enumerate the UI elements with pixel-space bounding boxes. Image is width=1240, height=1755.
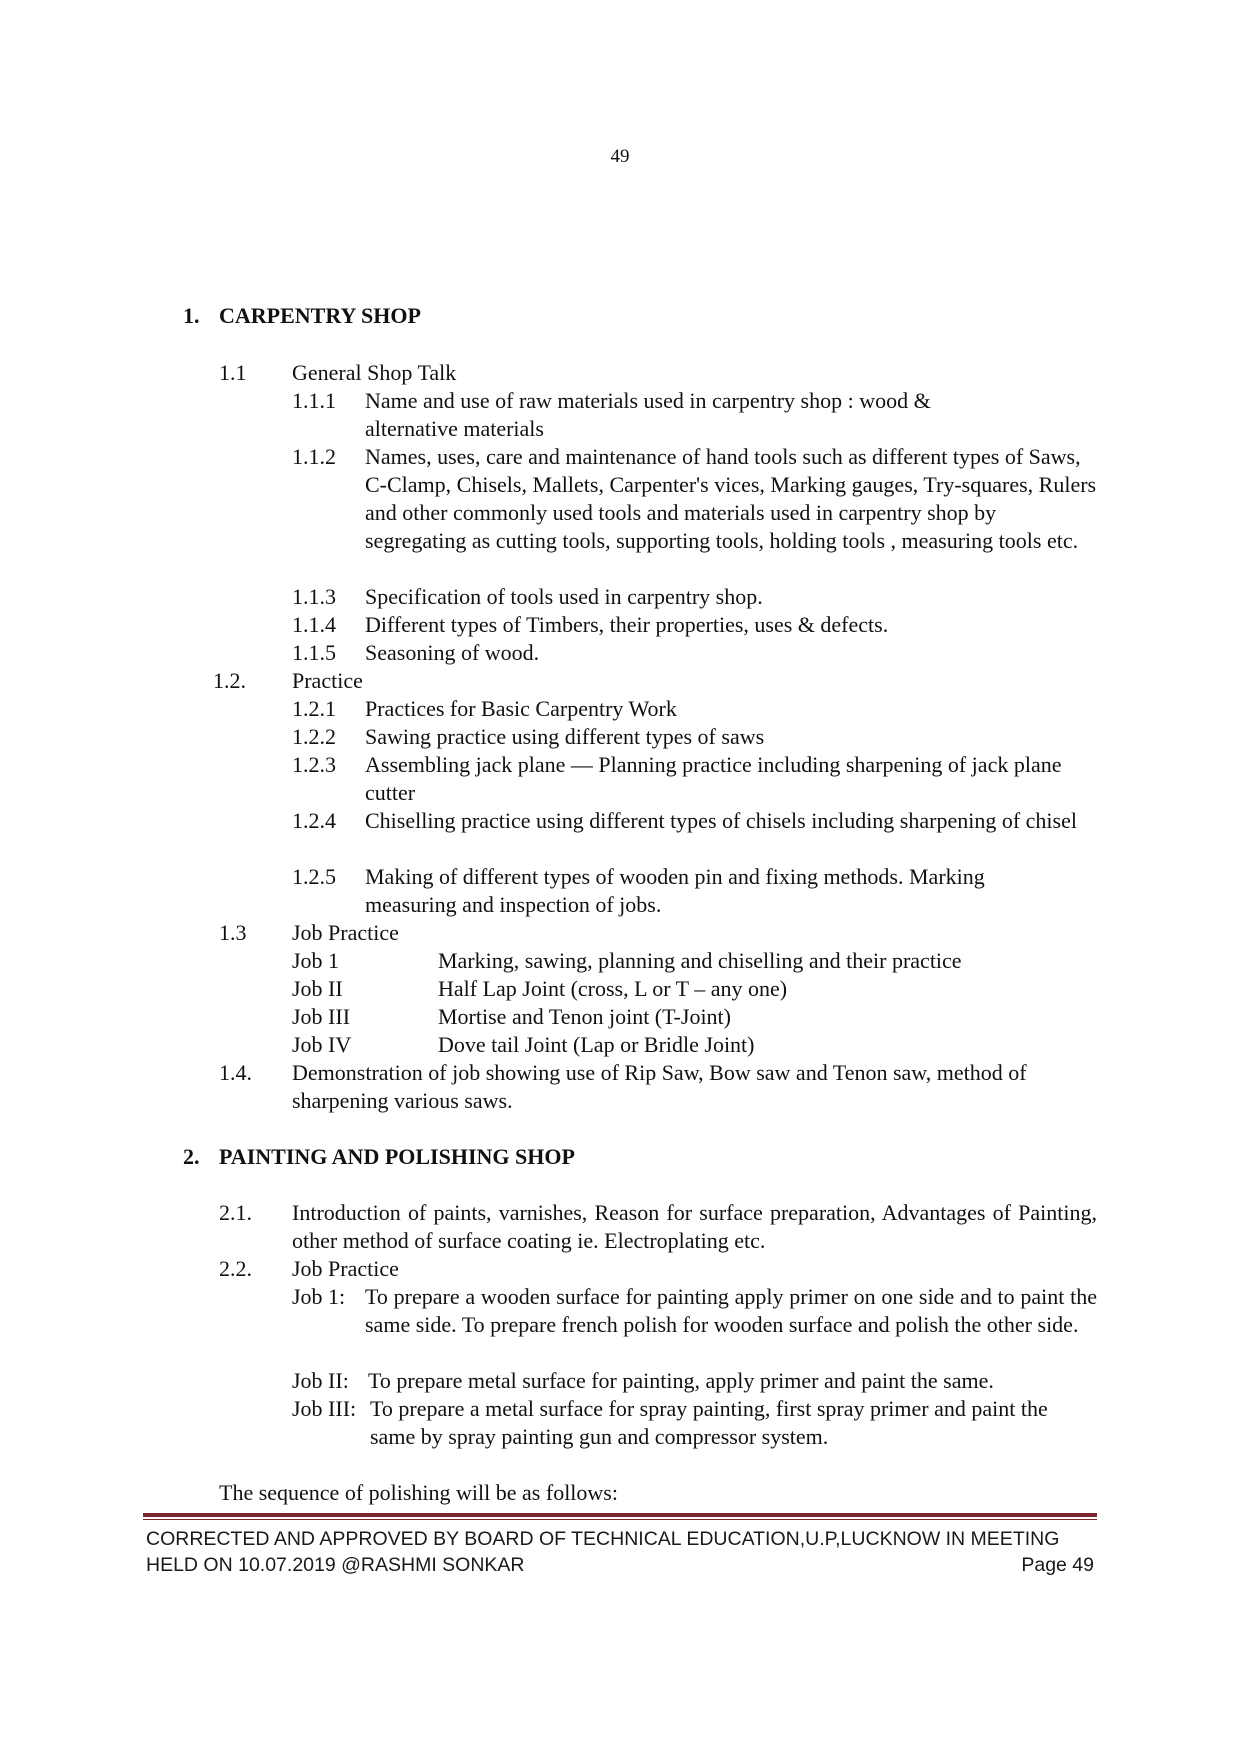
subitem-number: 1.2.5 [292, 864, 336, 889]
footer-line-1: CORRECTED AND APPROVED BY BOARD OF TECHNICAL EDUCATION,U.P,LUCKNOW IN MEETING [146, 1528, 1060, 1550]
job-text: To prepare a wooden surface for painting apply primer on one side and to paint the same side. To prepare french polish for wooden surface and polish the other side. [365, 1284, 1097, 1337]
job-label: Job 1: [292, 1284, 346, 1309]
footer-line-2: HELD ON 10.07.2019 @RASHMI SONKAR [146, 1554, 525, 1576]
subitem-text: Assembling jack plane — Planning practice including sharpening of jack plane cutter [365, 752, 1062, 805]
item-number: 1.1 [219, 360, 247, 385]
item-title: Practice [292, 668, 363, 693]
footer-line-2-row [146, 1553, 1094, 1578]
subitem-text: Specification of tools used in carpentry shop. [365, 584, 763, 609]
subitem-number: 1.2.2 [292, 724, 336, 749]
section-number: 2. [183, 1144, 200, 1169]
subitem-number: 1.2.4 [292, 808, 336, 833]
item-number: 2.2. [219, 1256, 252, 1281]
job-text: Dove tail Joint (Lap or Bridle Joint) [438, 1032, 755, 1057]
job-label: Job III [292, 1004, 351, 1029]
subitem-text: Practices for Basic Carpentry Work [365, 696, 677, 721]
job-label: Job 1 [292, 948, 340, 973]
subitem-number: 1.1.2 [292, 444, 336, 469]
job-text: Half Lap Joint (cross, L or T – any one) [438, 976, 788, 1001]
item-text: Demonstration of job showing use of Rip Saw, Bow saw and Tenon saw, method of sharpening various saws. [292, 1060, 1027, 1113]
item-number: 2.1. [219, 1200, 252, 1225]
job-label: Job II [292, 976, 343, 1001]
subitem-number: 1.1.1 [292, 388, 336, 413]
item-title: Job Practice [292, 1256, 399, 1281]
item-text: Introduction of paints, varnishes, Reason for surface preparation, Advantages of Painting, other method of surface coating ie. Electroplating etc. [292, 1200, 1097, 1253]
job-label: Job III: [292, 1396, 357, 1421]
footer-rule-thin [143, 1519, 1097, 1520]
section-number: 1. [183, 303, 200, 328]
job-text: Mortise and Tenon joint (T-Joint) [438, 1004, 731, 1029]
job-text [370, 1395, 1050, 1451]
item-number: 1.2. [213, 668, 246, 693]
page-number-top: 49 [610, 146, 630, 167]
job-text-content: To prepare a metal surface for spray painting, first spray primer and paint the same by spray painting gun and compressor system. [370, 1396, 1048, 1449]
job-label: Job IV [292, 1032, 352, 1057]
subitem-text: Name and use of raw materials used in carpentry shop : wood & alternative materials [365, 388, 931, 441]
item-number: 1.4. [219, 1060, 252, 1085]
item-title: General Shop Talk [292, 360, 457, 385]
item-title: Job Practice [292, 920, 399, 945]
subitem-text: Different types of Timbers, their properties, uses & defects. [365, 612, 889, 637]
subitem-number: 1.2.1 [292, 696, 336, 721]
section-title: PAINTING AND POLISHING SHOP [219, 1144, 575, 1169]
subitem-number: 1.2.3 [292, 752, 336, 777]
subitem-text: Chiselling practice using different types of chisels including sharpening of chisel [365, 808, 1077, 833]
subitem-number: 1.1.4 [292, 612, 336, 637]
subitem-text: Sawing practice using different types of saws [365, 724, 765, 749]
subitem-number: 1.1.3 [292, 584, 336, 609]
job-text: Marking, sawing, planning and chiselling and their practice [438, 948, 962, 973]
sequence-line: The sequence of polishing will be as follows: [219, 1480, 618, 1505]
footer-page-label: Page 49 [1021, 1554, 1094, 1576]
subitem-text: Making of different types of wooden pin and fixing methods. Marking measuring and inspection of jobs. [365, 864, 985, 917]
item-number: 1.3 [219, 920, 247, 945]
subitem-text: Names, uses, care and maintenance of hand tools such as different types of Saws, C-Clamp, Chisels, Mallets, Carpenter's vices, Marking gauges, Try-squares, Rulers and other commonly used tools and materials used in carpentry shop by segregating as cutting tools, supporting tools, holding tools , measuring tools etc. [365, 444, 1097, 553]
job-text: To prepare metal surface for painting, apply primer and paint the same. [368, 1368, 994, 1393]
subitem-number: 1.1.5 [292, 640, 336, 665]
footer-rule-thick [143, 1513, 1097, 1517]
section-title: CARPENTRY SHOP [219, 303, 421, 328]
subitem-text: Seasoning of wood. [365, 640, 540, 665]
job-label: Job II: [292, 1368, 349, 1393]
